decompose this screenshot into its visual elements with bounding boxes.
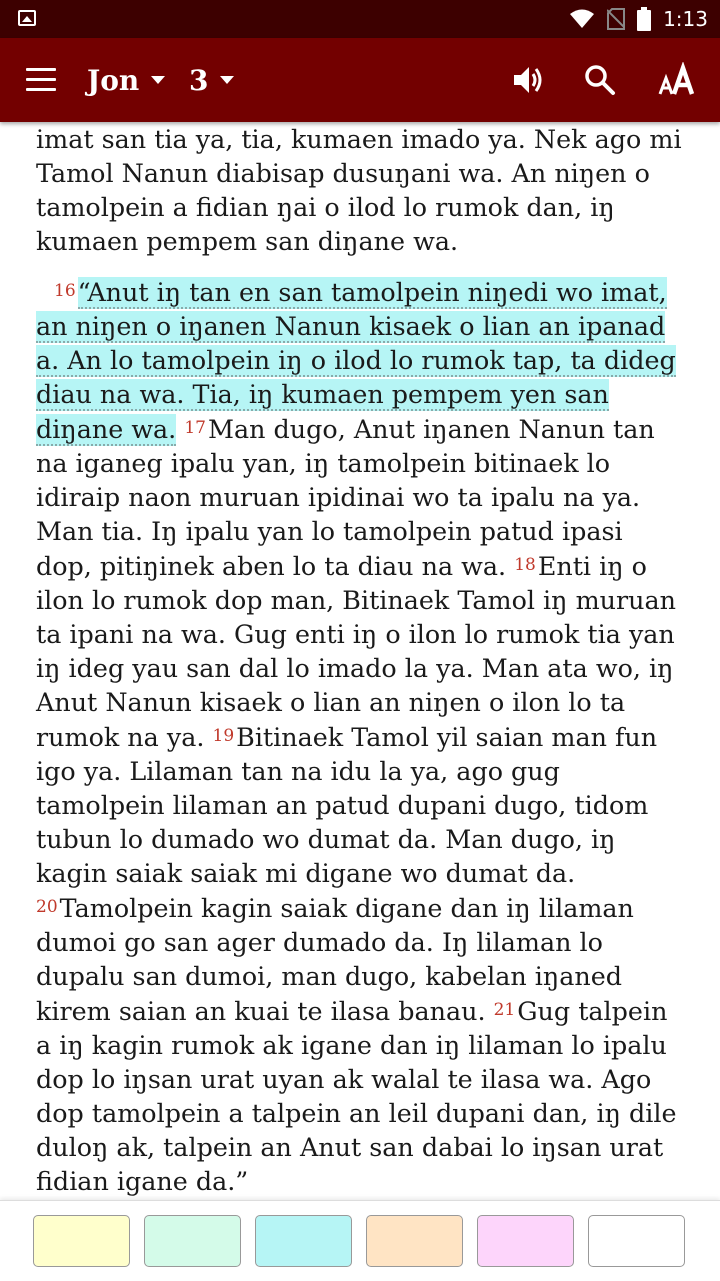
speaker-icon[interactable] (510, 62, 546, 98)
battery-icon (637, 7, 651, 31)
chapter-number: 3 (189, 63, 209, 97)
chevron-down-icon (151, 76, 165, 84)
gallery-icon (18, 10, 36, 26)
verse-20-text[interactable]: Tamolpein kagin saiak digane dan iŋ lilaman dumoi go san ager dumado da. Iŋ lilaman lo dupalu san dumoi, man dugo, kabelan iŋaned kirem saian an kuai te ilasa banau. (36, 893, 634, 1026)
wifi-icon (569, 9, 595, 29)
highlight-swatch-cyan[interactable] (255, 1215, 352, 1267)
verse-21-text[interactable]: Gug talpein a iŋ kagin rumok ak igane dan iŋ lilaman lo ipalu dop lo iŋsan urat uyan ak walal te ilasa wa. Ago dop tamolpein a talpein an leil dupani dan, iŋ dile duloŋ ak, talpein an Anut san dabai lo iŋsan urat fidian igane da.” (36, 996, 677, 1196)
search-icon[interactable] (582, 62, 618, 98)
verse-number-16[interactable]: 16 (54, 281, 76, 301)
status-bar (0, 0, 720, 38)
app-bar (0, 38, 720, 122)
paragraph (36, 274, 686, 1198)
verse-number-17[interactable]: 17 (184, 418, 206, 438)
highlight-swatch-orange[interactable] (366, 1215, 463, 1267)
chevron-down-icon (220, 76, 234, 84)
verse-19-text[interactable]: Bitinaek Tamol yil saian man fun igo ya. Lilaman tan na idu la ya, ago gug tamolpein lilaman an patud dupani dugo, tidom tubun lo dumado wo dumat da. Man dugo, iŋ kagin saiak saiak mi digane wo dumat da. (36, 722, 658, 888)
verse-number-18[interactable]: 18 (514, 555, 536, 575)
paragraph-continuation: imat san tia ya, tia, kumaen imado ya. Nek ago mi Tamol Nanun diabisap dusuŋani wa. An niŋen o tamolpein a fidian ŋai o ilod lo rumok dan, iŋ kumaen pempem san diŋane wa. (36, 124, 682, 256)
verse-16-text-highlighted[interactable]: “Anut iŋ tan en san tamolpein niŋedi wo imat, an niŋen o iŋanen Nanun kisaek o lian an ipanad a. An lo tamolpein iŋ o ilod lo rumok tap, ta dideg diau na wa. Tia, iŋ kumaen pempem yen san diŋane wa. (36, 277, 676, 444)
text-size-icon[interactable] (658, 62, 698, 98)
highlight-swatch-green[interactable] (144, 1215, 241, 1267)
verse-18-text[interactable]: Enti iŋ o ilon lo rumok dop man, Bitinaek Tamol iŋ muruan ta ipani na wa. Gug enti iŋ o ilon lo rumok tia yan iŋ ideg yau san dal lo imado la ya. Man ata wo, iŋ Anut Nanun kisaek o lian an niŋen o ilon lo ta rumok na ya. (36, 551, 676, 752)
no-sim-icon (607, 8, 625, 30)
chapter-selector[interactable] (189, 60, 234, 100)
verse-number-20[interactable]: 20 (36, 897, 58, 917)
highlight-color-bar (0, 1200, 720, 1281)
status-time: 1:13 (663, 7, 708, 31)
verse-number-19[interactable]: 19 (212, 726, 235, 746)
book-name: Jon (87, 63, 140, 97)
highlight-swatch-pink[interactable] (477, 1215, 574, 1267)
highlight-swatch-none[interactable] (588, 1215, 685, 1267)
verse-number-21[interactable]: 21 (493, 1000, 516, 1020)
book-selector[interactable] (87, 60, 165, 100)
highlight-swatch-yellow[interactable] (33, 1215, 130, 1267)
scripture-text (0, 122, 720, 1200)
menu-icon[interactable] (26, 68, 56, 92)
verse-17-text[interactable]: Man dugo, Anut iŋanen Nanun tan na iganeg ipalu yan, iŋ tamolpein bitinaek lo idiraip naon muruan ipidinai wo ta ipalu na ya. Man tia. Iŋ ipalu yan lo tamolpein patud ipasi dop, pitiŋinek aben lo ta diau na wa. (36, 414, 655, 581)
